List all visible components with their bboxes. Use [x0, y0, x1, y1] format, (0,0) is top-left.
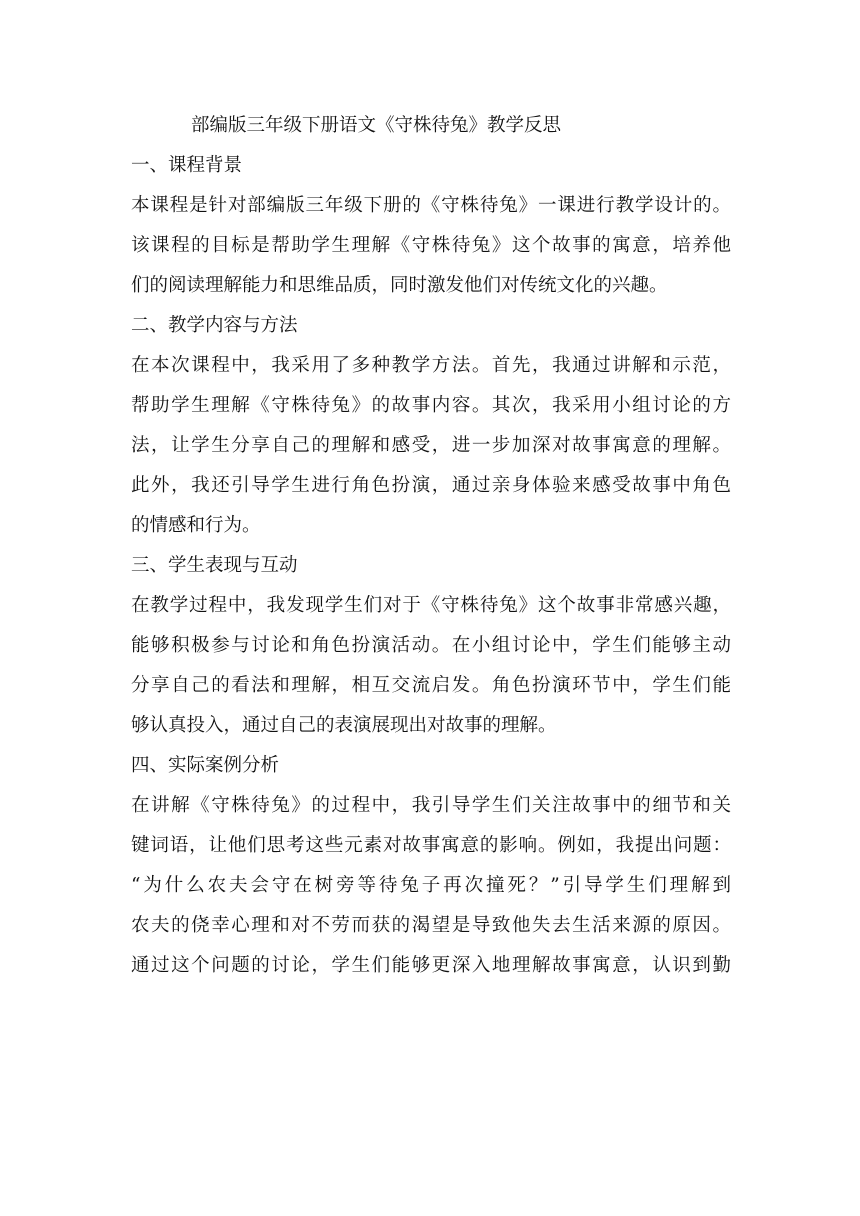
paragraph-line: 分享自己的看法和理解，相互交流启发。角色扮演环节中，学生们能 — [131, 675, 731, 696]
section-heading-background: 一、课程背景 — [131, 155, 243, 176]
paragraph-line: 在本次课程中，我采用了多种教学方法。首先，我通过讲解和示范， — [131, 355, 731, 376]
document-body — [131, 106, 731, 986]
paragraph-line: 在讲解《守株待兔》的过程中，我引导学生们关注故事中的细节和关 — [131, 795, 731, 816]
paragraph-line: 键词语，让他们思考这些元素对故事寓意的影响。例如，我提出问题： — [131, 835, 731, 856]
paragraph-line: 通过这个问题的讨论，学生们能够更深入地理解故事寓意，认识到勤 — [131, 955, 731, 976]
paragraph-line: 够认真投入，通过自己的表演展现出对故事的理解。 — [131, 715, 557, 736]
section-paragraph-content-method — [131, 346, 731, 546]
paragraph-line: 该课程的目标是帮助学生理解《守株待兔》这个故事的寓意，培养他 — [131, 235, 731, 256]
paragraph-line: 法，让学生分享自己的理解和感受，进一步加深对故事寓意的理解。 — [131, 435, 731, 456]
section-heading-case-analysis: 四、实际案例分析 — [131, 755, 280, 776]
section-heading-content-method: 二、教学内容与方法 — [131, 315, 298, 336]
section-paragraph-case-analysis — [131, 786, 731, 986]
paragraph-line: 农夫的侥幸心理和对不劳而获的渴望是导致他失去生活来源的原因。 — [131, 915, 731, 936]
section-heading-student-performance: 三、学生表现与互动 — [131, 555, 298, 576]
paragraph-line: “为什么农夫会守在树旁等待兔子再次撞死？”引导学生们理解到 — [131, 875, 731, 896]
paragraph-line: 本课程是针对部编版三年级下册的《守株待兔》一课进行教学设计的。 — [131, 195, 731, 216]
paragraph-line: 此外，我还引导学生进行角色扮演，通过亲身体验来感受故事中角色 — [131, 475, 731, 496]
document-title: 部编版三年级下册语文《守株待兔》教学反思 — [191, 115, 562, 136]
paragraph-line: 在教学过程中，我发现学生们对于《守株待兔》这个故事非常感兴趣， — [131, 595, 731, 616]
section-paragraph-student-performance — [131, 586, 731, 746]
section-paragraph-background — [131, 186, 731, 306]
paragraph-line: 的情感和行为。 — [131, 515, 261, 536]
paragraph-line: 能够积极参与讨论和角色扮演活动。在小组讨论中，学生们能够主动 — [131, 635, 731, 656]
paragraph-line: 们的阅读理解能力和思维品质，同时激发他们对传统文化的兴趣。 — [131, 275, 668, 296]
paragraph-line: 帮助学生理解《守株待兔》的故事内容。其次，我采用小组讨论的方 — [131, 395, 731, 416]
